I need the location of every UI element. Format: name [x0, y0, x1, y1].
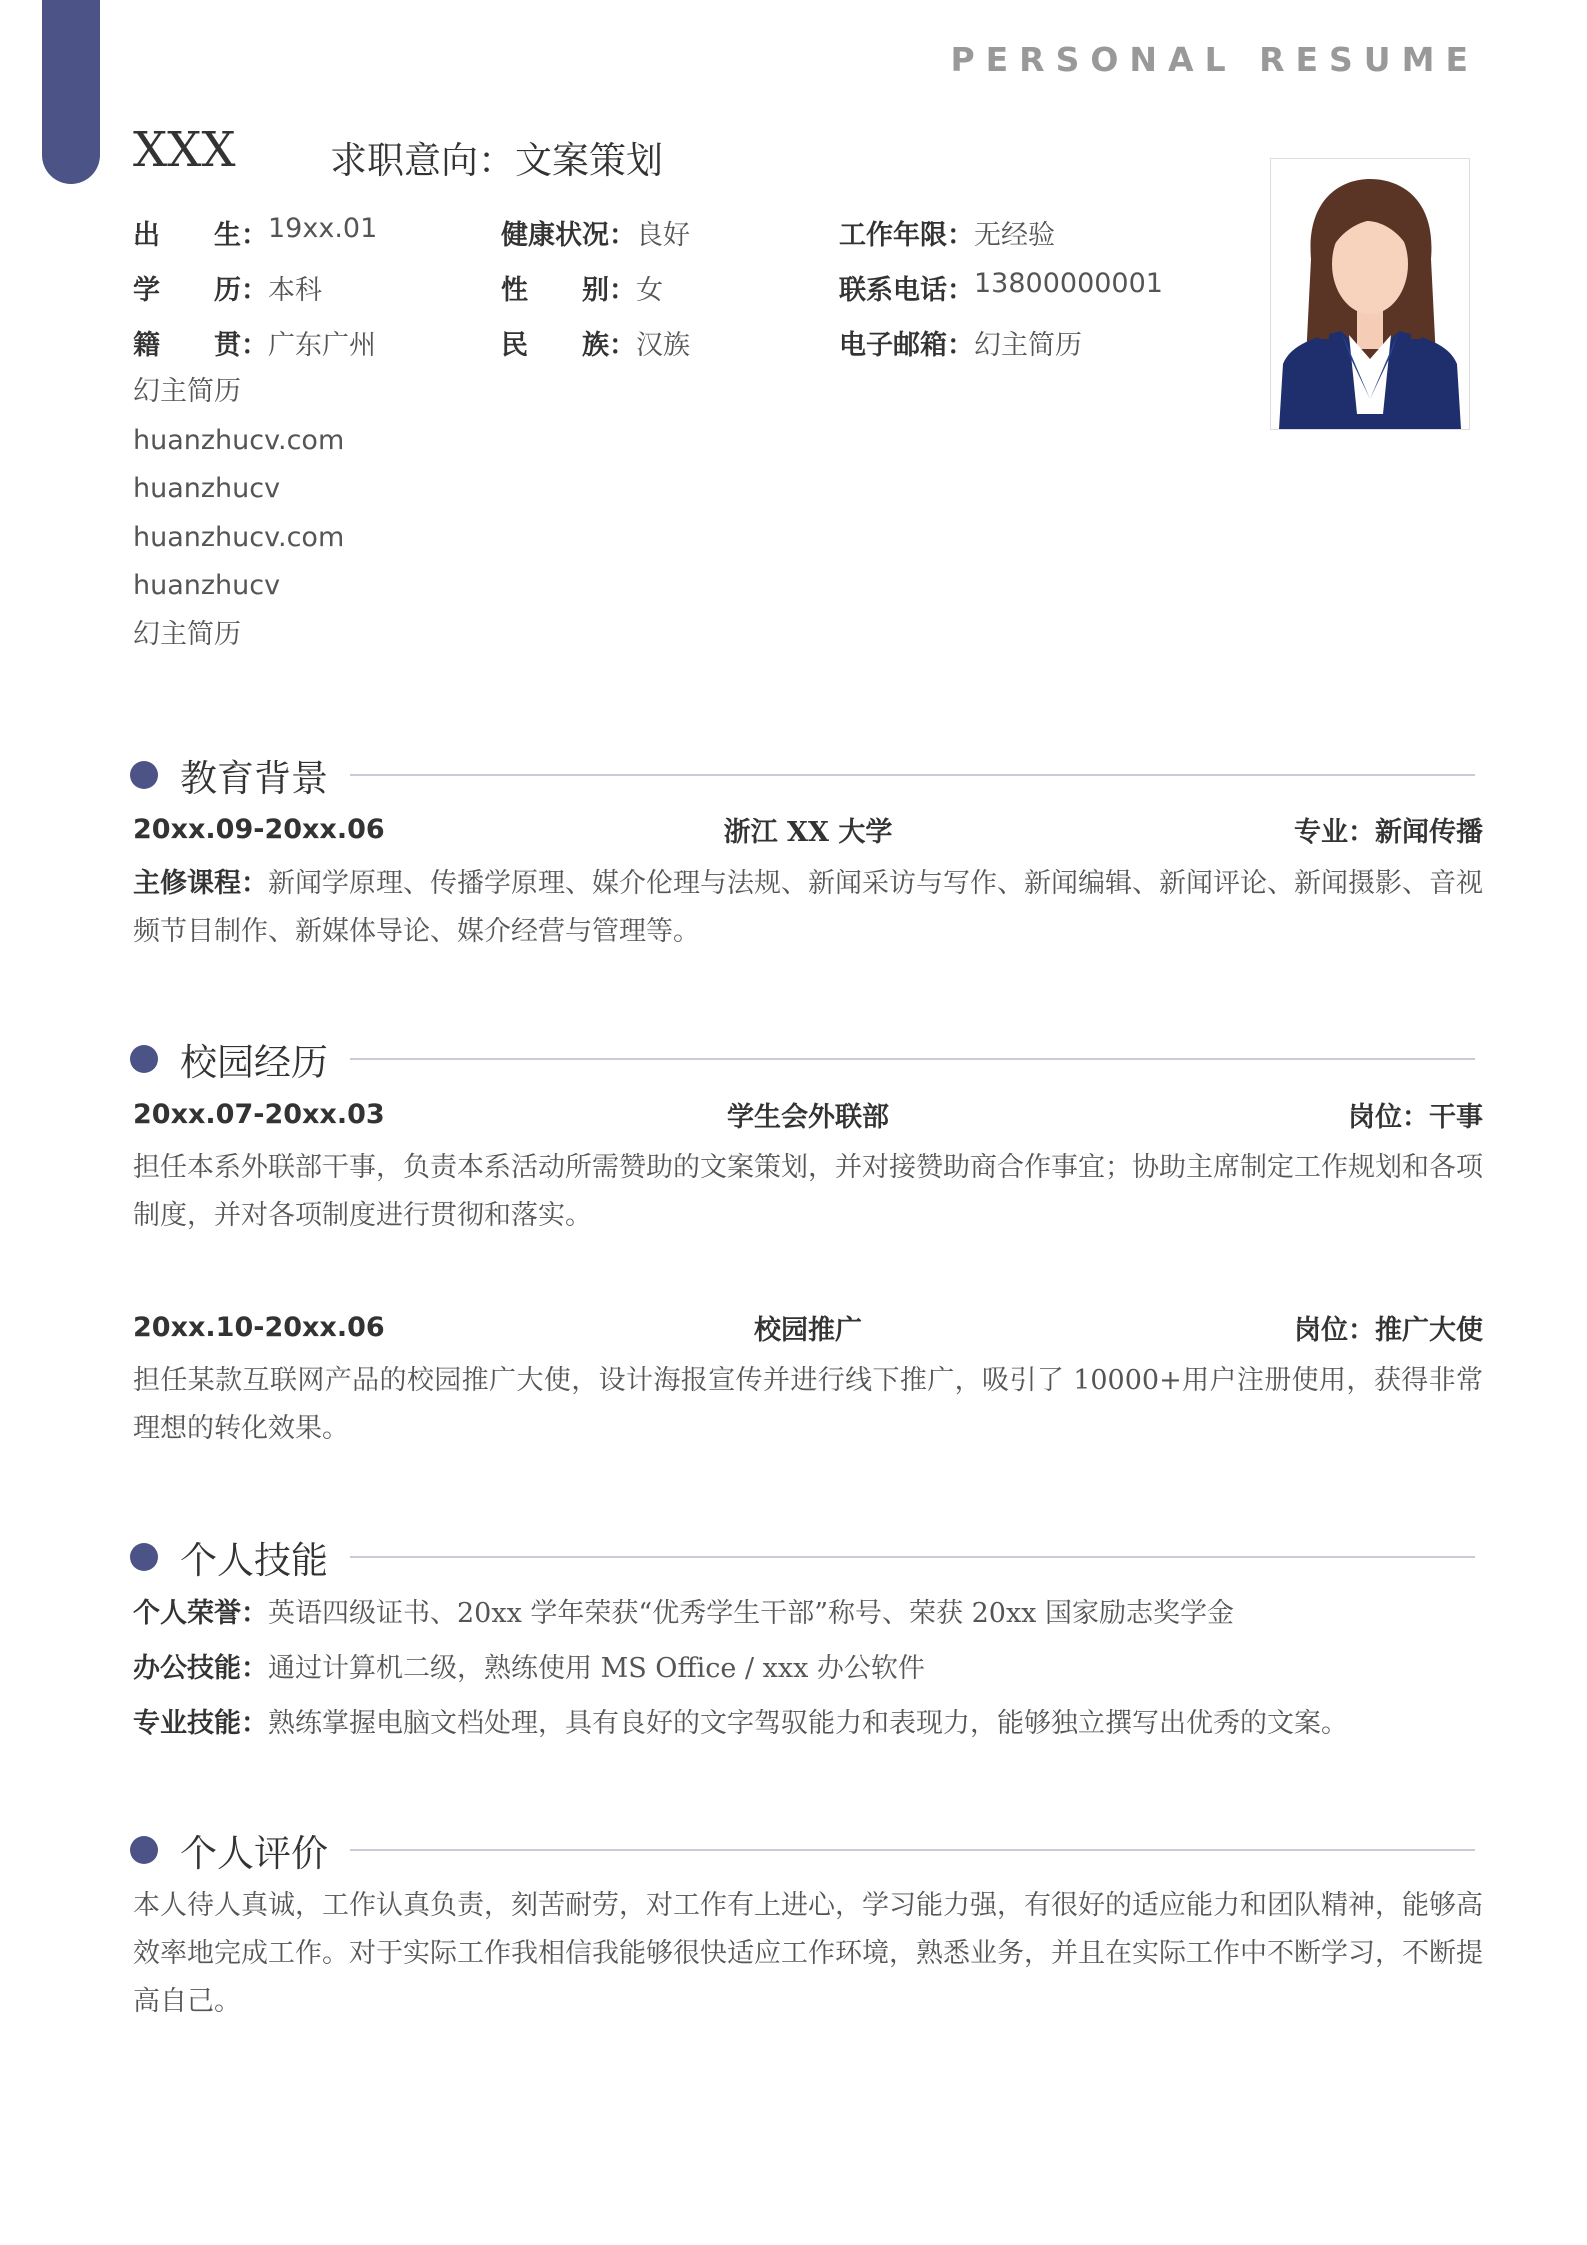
skill-item — [133, 1645, 1483, 1693]
avatar-illustration — [1271, 159, 1469, 429]
bullet-dot — [130, 1836, 158, 1864]
skill-label: 办公技能： — [133, 1653, 268, 1684]
entry-role: 岗位：干事 — [1348, 1102, 1483, 1133]
evaluation-text: 本人待人真诚，工作认真负责，刻苦耐劳，对工作有上进心，学习能力强，有很好的适应能力和团队精神，能够高效率地完成工作。对于实际工作我相信我能够很快适应工作环境，熟悉业务，并且在实际工作中不断学习，不断提高自己。 — [133, 1890, 1483, 2017]
info-experience: 工作年限： 无经验 — [839, 220, 1055, 251]
section-title: 个人评价 — [180, 1832, 328, 1875]
entry-org: 校园推广 — [754, 1315, 862, 1346]
skill-item — [133, 1590, 1483, 1638]
campus-entry-head — [133, 1095, 1483, 1134]
divider — [350, 774, 1475, 776]
courses-text: 新闻学原理、传播学原理、媒介伦理与法规、新闻采访与写作、新闻编辑、新闻评论、新闻摄影、音视频节目制作、新媒体导论、媒介经营与管理等。 — [133, 868, 1483, 947]
info-gender: 性 别： 女 — [501, 275, 663, 306]
campus-entry-text: 担任某款互联网产品的校园推广大使，设计海报宣传并进行线下推广，吸引了 10000+用户注册使用，获得非常理想的转化效果。 — [133, 1365, 1483, 1444]
bullet-dot — [130, 761, 158, 789]
extra-line: 幻主简历 — [133, 376, 241, 407]
skill-text: 英语四级证书、20xx 学年荣获“优秀学生干部”称号、荣获 20xx 国家励志奖学金 — [268, 1598, 1234, 1629]
extra-lines — [133, 368, 344, 659]
skill-item — [133, 1700, 1483, 1748]
entry-date: 20xx.10-20xx.06 — [133, 1312, 385, 1343]
entry-org: 浙江 XX 大学 — [723, 817, 893, 848]
campus-entry-text: 担任本系外联部干事，负责本系活动所需赞助的文案策划，并对接赞助商合作事宜；协助主席制定工作规划和各项制度，并对各项制度进行贯彻和落实。 — [133, 1152, 1483, 1231]
extra-line: huanzhucv.com — [133, 521, 345, 553]
section-title: 个人技能 — [180, 1539, 328, 1582]
entry-role: 专业：新闻传播 — [1294, 817, 1483, 848]
divider — [350, 1556, 1475, 1558]
courses-label: 主修课程： — [133, 868, 268, 899]
candidate-name: XXX — [133, 122, 236, 178]
entry-role: 岗位：推广大使 — [1294, 1315, 1483, 1346]
extra-line: 幻主简历 — [133, 618, 241, 650]
header-tag: PERSONAL RESUME — [950, 40, 1479, 79]
entry-org: 学生会外联部 — [727, 1102, 889, 1133]
info-row — [133, 205, 1213, 260]
profile-photo — [1270, 158, 1470, 430]
section-education-header — [130, 748, 1475, 802]
info-email: 电子邮箱： 幻主简历 — [839, 330, 1082, 361]
entry-date: 20xx.09-20xx.06 — [133, 814, 385, 845]
info-row — [133, 260, 1213, 315]
skill-text: 通过计算机二级，熟练使用 MS Office / xxx 办公软件 — [268, 1653, 925, 1684]
info-ethnicity: 民 族： 汉族 — [501, 330, 690, 361]
education-entry-head — [133, 810, 1483, 849]
skill-text: 熟练掌握电脑文档处理，具有良好的文字驾驭能力和表现力，能够独立撰写出优秀的文案。 — [268, 1708, 1348, 1739]
extra-line: huanzhucv.com — [133, 424, 345, 456]
bullet-dot — [130, 1045, 158, 1073]
info-birth: 出 生： 19xx.01 — [133, 213, 378, 251]
section-evaluation-header — [130, 1823, 1475, 1877]
extra-line: huanzhucv — [133, 473, 281, 504]
extra-line: huanzhucv — [133, 570, 281, 601]
section-title: 教育背景 — [180, 757, 328, 800]
info-health: 健康状况： 良好 — [501, 220, 690, 251]
skill-label: 个人荣誉： — [133, 1598, 268, 1629]
divider — [350, 1058, 1475, 1060]
info-phone: 联系电话： 13800000001 — [839, 268, 1163, 306]
bullet-dot — [130, 1543, 158, 1571]
section-skills-header — [130, 1530, 1475, 1584]
info-row — [133, 315, 1213, 370]
section-title: 校园经历 — [180, 1041, 328, 1084]
campus-entry-head — [133, 1308, 1483, 1347]
job-intent: 求职意向：文案策划 — [330, 139, 663, 182]
basic-info — [133, 205, 1213, 370]
section-campus-header — [130, 1032, 1475, 1086]
accent-tab — [42, 0, 100, 184]
info-education: 学 历： 本科 — [133, 275, 322, 306]
education-courses — [133, 860, 1483, 956]
skill-label: 专业技能： — [133, 1708, 268, 1739]
info-hometown: 籍 贯： 广东广州 — [133, 330, 376, 361]
entry-date: 20xx.07-20xx.03 — [133, 1099, 385, 1130]
divider — [350, 1849, 1475, 1851]
